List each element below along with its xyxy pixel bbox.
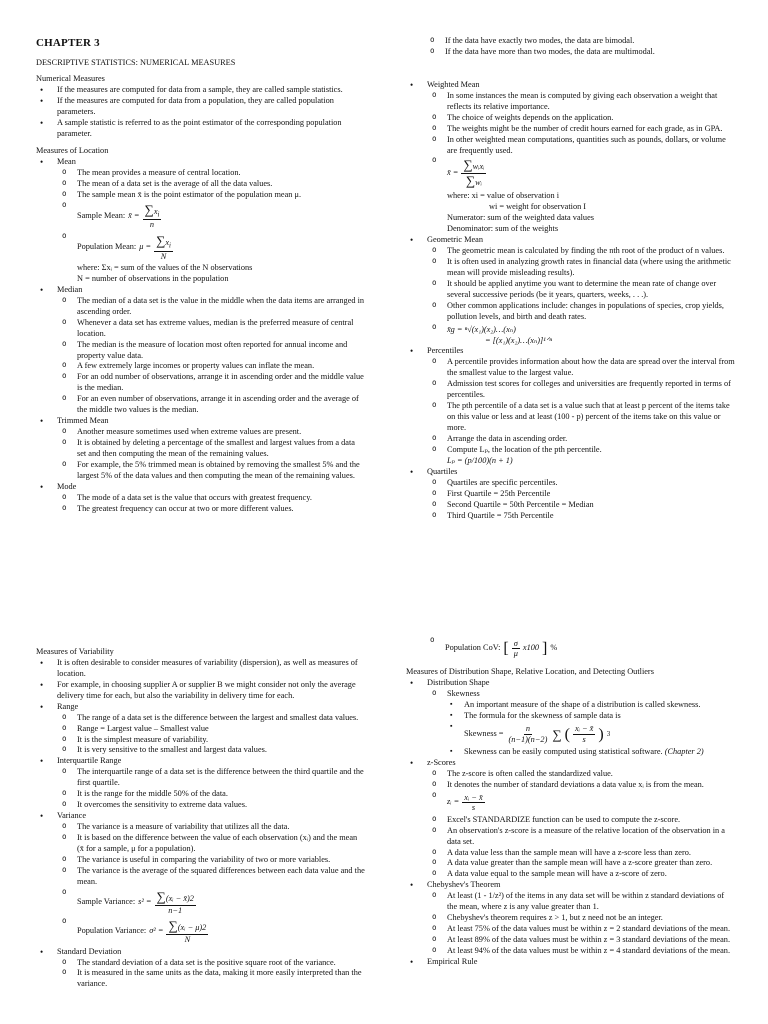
list-item: o A percentile provides information about how the data are spread over the interval from the smallest value to the largest value. (429, 357, 736, 379)
list-item: o It is obtained by deleting a percentage of the smallest and largest values from a data set and then computing the mean of the remaining values. (59, 438, 366, 460)
chapter-subtitle: DESCRIPTIVE STATISTICS: NUMERICAL MEASURES (36, 57, 236, 67)
list-item: o Whenever a data set has extreme values, median is the preferred measure of central location. (59, 318, 366, 340)
list-item: o Another measure sometimes used when extreme values are present. (59, 427, 366, 438)
list-item: • For example, in choosing supplier A or supplier B we might consider not only the average delivery time for each, but also the variability in delivery time for each. (36, 680, 366, 702)
list-item: o The choice of weights depends on the application. (429, 113, 736, 124)
list-item-z-scores (406, 758, 736, 881)
list-item: o The median is the measure of location most often reported for annual income and property value data. (59, 340, 366, 362)
list-item: o The variance is a measure of variability that utilizes all the data. (59, 822, 366, 833)
formula-sample-mean (59, 201, 366, 232)
topic-label: Empirical Rule (427, 956, 478, 966)
list-item: o Third Quartile = 75th Percentile (429, 511, 736, 522)
list-item: o A data value greater than the sample mean will have a z-score greater than zero. (429, 858, 736, 869)
topic-label: Range (57, 701, 79, 711)
list-item: o The variance is useful in comparing the variability of two or more variables. (59, 855, 366, 866)
formula-population-cov: o Population CoV: [ $\frac{\sigma}{\mu}$ x100 ] % (427, 636, 736, 661)
topic-label: Variance (57, 811, 87, 821)
formula-label: o Population CoV: (445, 643, 501, 653)
formula-line: = [(x₁)(x₂)…(xₙ)]¹ᐟⁿ (485, 335, 552, 345)
list-item: o Arrange the data in ascending order. (429, 434, 736, 445)
list-item: ▪ The formula for the skewness of sample data is (447, 711, 736, 722)
variability-list (36, 658, 366, 990)
percent-sign: % (550, 643, 558, 653)
list-item: o The range of a data set is the difference between the largest and smallest data values. (59, 713, 366, 724)
chapter-reference: (Chapter 2) (664, 746, 704, 756)
list-item-standard-deviation (36, 947, 366, 991)
formula-weighted-mean (429, 156, 736, 235)
formula-where: N = number of observations in the population (77, 273, 229, 283)
fraction: $\frac{\text{∑(xᵢ − μ)2}}{N}$ (168, 918, 207, 945)
chapter-title: CHAPTER 3 (36, 37, 100, 49)
list-item: o For an odd number of observations, arrange it in ascending order and the middle value is the median. (59, 372, 366, 394)
formula-where: Numerator: sum of the weighted data values (447, 213, 594, 223)
fraction: $\frac{n}{(n-1)(n-2)}$ (508, 724, 548, 744)
fraction: $\frac{\text{xᵢ − x̄}}{s}$ (574, 724, 594, 744)
list-item: o If the data have exactly two modes, the data are bimodal. (427, 36, 736, 47)
topic-label: Mean (57, 157, 76, 167)
list-item: o At least 89% of the data values must be within z = 3 standard deviations of the mean. (429, 935, 736, 946)
formula-lhs: μ = (139, 242, 152, 251)
list-item: o The z-score is often called the standardized value. (429, 769, 736, 780)
column-bottom-left (36, 647, 366, 990)
formula-lhs: s² = (138, 896, 152, 906)
formula-geometric-mean (429, 323, 736, 347)
formula-lhs: o zᵢ = (447, 797, 460, 807)
section-heading: Measures of Variability (36, 647, 114, 656)
mode-continued-list (427, 36, 736, 58)
list-item: o In other weighted mean computations, quantities such as pounds, dollars, or volume are frequently used. (429, 135, 736, 157)
list-item: o A few extremely large incomes or property values can inflate the mean. (59, 361, 366, 372)
list-item: o At least 94% of the data values must be within z = 4 standard deviations of the mean. (429, 946, 736, 957)
formula-multiplier: x100 (522, 643, 540, 653)
list-item: o The mode of a data set is the value that occurs with greatest frequency. (59, 493, 366, 504)
topic-label: Standard Deviation (57, 946, 122, 956)
formula-line: o x̄g = ⁿ√(x₁)(x₂)…(xₙ) (447, 324, 516, 334)
column-top-right (406, 36, 736, 521)
topic-label: Distribution Shape (427, 678, 490, 688)
topic-label: Chebyshev's Theorem (427, 880, 501, 890)
list-item-skewness (429, 689, 736, 758)
formula-where: Denominator: sum of the weights (447, 224, 559, 234)
formula-label: o Population Mean: (77, 242, 137, 251)
section-heading: Measures of Distribution Shape, Relative Location, and Detecting Outliers (406, 667, 654, 677)
list-item: o It is very sensitive to the smallest and largest data values. (59, 745, 366, 756)
list-item: o It denotes the number of standard deviations a data value xᵢ is from the mean. (429, 780, 736, 791)
list-item-iqr (36, 756, 366, 811)
topic-label: Trimmed Mean (57, 416, 109, 426)
list-item: o It is measured in the same units as the data, making it more easily interpreted than the variance. (59, 968, 366, 990)
list-item: • A sample statistic is referred to as the point estimator of the corresponding population parameter. (36, 118, 366, 140)
formula-where: wi = weight for observation I (489, 202, 587, 212)
list-item: o It should be applied anytime you want to determine the mean rate of change over several successive periods (be it years, quarters, weeks, . . .). (429, 279, 736, 301)
list-item: o First Quartile = 25th Percentile (429, 489, 736, 500)
list-item-median (36, 285, 366, 416)
topic-label: Interquartile Range (57, 756, 122, 766)
formula-label: o Sample Variance: (77, 896, 136, 906)
formula-z-score (429, 791, 736, 815)
list-item-mean (36, 157, 366, 285)
list-item: o The mean of a data set is the average of all the data values. (59, 179, 366, 190)
list-item: o The median of a data set is the value in the middle when the data items are arranged in ascending order. (59, 296, 366, 318)
list-item-quartiles (406, 467, 736, 522)
formula-lhs: σ² = (149, 926, 164, 936)
list-item-percentiles (406, 346, 736, 466)
formula-sample-variance (59, 888, 366, 917)
fraction: $\frac{\sum x_i}{n}$ (144, 201, 160, 230)
topic-label: Percentiles (427, 346, 464, 356)
list-item: o Range = Largest value – Smallest value (59, 724, 366, 735)
section-heading: Numerical Measures (36, 74, 105, 84)
list-item: o Chebyshev's theorem requires z > 1, but z need not be an integer. (429, 913, 736, 924)
list-item: o Compute Lₚ, the location of the pth percentile. Lₚ = (p/100)(n + 1) (429, 445, 736, 467)
topic-label: Median (57, 284, 83, 294)
list-item: o For an even number of observations, arrange it in ascending order and the average of the middle two values is the median. (59, 394, 366, 416)
list-item: o The standard deviation of a data set is the positive square root of the variance. (59, 958, 366, 969)
section-heading: Measures of Location (36, 146, 109, 156)
list-item: • It is often desirable to consider measures of variability (dispersion), as well as measures of location. (36, 658, 366, 680)
fraction: $\frac{\sigma}{\mu}$ (513, 638, 518, 659)
formula-where: where: xi = value of observation i (447, 191, 560, 201)
fraction: $\frac{\text{∑(xᵢ − x̄)2}}{n-1}$ (156, 888, 194, 915)
list-item: o The interquartile range of a data set is the difference between the third quartile and the first quartile. (59, 767, 366, 789)
list-item: o Quartiles are specific percentiles. (429, 478, 736, 489)
formula-label: o Sample Mean: (77, 210, 126, 220)
location-list (36, 157, 366, 515)
list-item: • If the measures are computed for data from a population, they are called population parameters. (36, 96, 366, 118)
list-item-distribution-shape (406, 678, 736, 758)
list-item-mode (36, 482, 366, 515)
list-item: • If the measures are computed for data from a sample, they are called sample statistics. (36, 85, 366, 96)
list-item: o At least (1 - 1/z²) of the items in any data set will be within z standard deviations of the mean, where z is any value greater than 1. (429, 891, 736, 913)
topic-label: Geometric Mean (427, 235, 483, 245)
topic-label: Weighted Mean (427, 79, 480, 89)
list-item: o The geometric mean is calculated by finding the nth root of the product of n values. (429, 246, 736, 257)
topic-label: Skewness (447, 688, 480, 698)
list-item: o Second Quartile = 50th Percentile = Median (429, 500, 736, 511)
list-item: o It is often used in analyzing growth rates in financial data (where using the arithmetic mean will provide misleading results). (429, 257, 736, 279)
list-item: o Admission test scores for colleges and universities are frequently reported in terms of percentiles. (429, 379, 736, 401)
list-item: ▪ An important measure of the shape of a distribution is called skewness. (447, 700, 736, 711)
list-item-variance (36, 811, 366, 947)
list-item: o For example, the 5% trimmed mean is obtained by removing the smallest 5% and the largest 5% of the data values and then computing the mean of the remaining values. (59, 460, 366, 482)
list-item-empirical-rule (406, 957, 736, 968)
formula-lhs: ▪ Skewness = (464, 728, 504, 738)
list-item: o The pth percentile of a data set is a value such that at least p percent of the items take on this value or less and at least (100 - p) percent of the items take on this value or more. (429, 401, 736, 434)
formula-line: Lₚ = (p/100)(n + 1) (447, 455, 513, 465)
formula-population-variance (59, 917, 366, 946)
list-item: o A data value equal to the sample mean will have a z-score of zero. (429, 869, 736, 880)
list-item-trimmed-mean (36, 416, 366, 482)
fraction: $\frac{\text{∑wᵢxᵢ}}{\text{∑wᵢ}}$ (463, 157, 485, 189)
topic-label: z-Scores (427, 757, 456, 767)
list-item: o The mean provides a measure of central location. (59, 168, 366, 179)
list-item: o In some instances the mean is computed by giving each observation a weight that reflects its relative importance. (429, 91, 736, 113)
list-item: o If the data have more than two modes, the data are multimodal. (427, 47, 736, 58)
cov-list (427, 636, 736, 661)
fraction: $\frac{\text{xᵢ − x̄}}{s}$ (464, 792, 483, 813)
formula-where: where: Σxᵢ = sum of the values of the N observations (77, 263, 253, 273)
list-item-geometric-mean (406, 235, 736, 346)
numerical-measures-list (36, 85, 366, 140)
list-item: o The greatest frequency can occur at two or more different values. (59, 504, 366, 515)
list-item: ▪ Skewness can be easily computed using statistical software. (Chapter 2) (447, 747, 736, 758)
column-bottom-right (406, 636, 736, 968)
list-item: o An observation's z-score is a measure of the relative location of the observation in a data set. (429, 826, 736, 848)
list-item: o The weights might be the number of credit hours earned for each grade, as in GPA. (429, 124, 736, 135)
formula-skewness: ▪ Skewness = $\frac{n}{(n-1)(n-2)}$ ∑ ( $\frac{\text{xᵢ − x̄}}{s}$ ) 3 (447, 722, 736, 747)
topic-label: Quartiles (427, 466, 458, 476)
location-list-continued (406, 80, 736, 522)
formula-population-mean (59, 232, 366, 285)
fraction: $\frac{\sum x_i}{N}$ (156, 232, 171, 261)
formula-lhs: x̄ = (128, 210, 140, 220)
list-item: o Excel's STANDARDIZE function can be used to compute the z-score. (429, 815, 736, 826)
list-item: o The sample mean x̄ is the point estimator of the population mean μ. (59, 190, 366, 201)
exponent: 3 (606, 730, 611, 738)
list-item: o It is the simplest measure of variability. (59, 735, 366, 746)
list-item: o A data value less than the sample mean will have a z-score less than zero. (429, 848, 736, 859)
list-item: o At least 75% of the data values must be within z = 2 standard deviations of the mean. (429, 924, 736, 935)
list-item: o Other common applications include: changes in populations of species, crop yields, pollution levels, and birth and death rates. (429, 301, 736, 323)
list-item: o It is the range for the middle 50% of the data. (59, 789, 366, 800)
topic-label: Mode (57, 481, 77, 491)
formula-label: o Population Variance: (77, 926, 147, 936)
list-item-chebyshev (406, 880, 736, 957)
list-item-weighted-mean (406, 80, 736, 235)
column-top-left (36, 36, 366, 515)
distribution-list (406, 678, 736, 968)
list-item: o It is based on the difference between the value of each observation (xᵢ) and the mean (x̄ for a sample, μ for a population). (59, 833, 366, 855)
list-item: o It overcomes the sensitivity to extreme data values. (59, 800, 366, 811)
list-item: o The variance is the average of the squared differences between each data value and the mean. (59, 866, 366, 888)
list-item-range (36, 702, 366, 757)
formula-lhs: o x̄ = (447, 168, 459, 178)
